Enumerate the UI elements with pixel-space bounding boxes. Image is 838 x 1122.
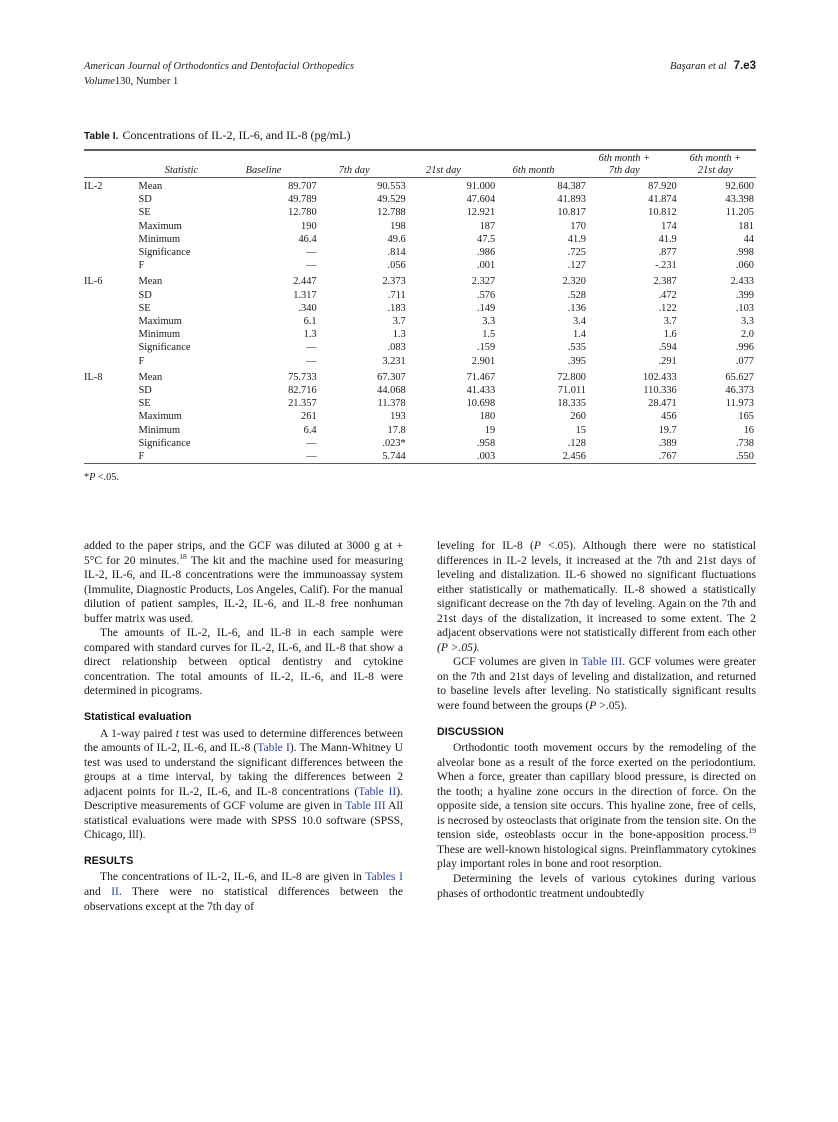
row-statistic-label: SD — [138, 385, 152, 397]
table-row — [84, 384, 756, 397]
table-cell-value: 12.788 — [377, 207, 406, 219]
row-group-spacer — [84, 384, 139, 397]
table-cell-value: 170 — [570, 220, 586, 232]
table-cell-value: 17.8 — [387, 424, 406, 436]
table-cell-value: 82.716 — [288, 385, 317, 397]
row-group-spacer — [84, 328, 139, 341]
row-group-spacer — [84, 289, 139, 302]
table-cell-value: 72.800 — [557, 371, 586, 383]
table-cell-value: 75.733 — [288, 371, 317, 383]
paragraph — [437, 655, 756, 713]
para-text: leveling for IL-8 ( — [437, 539, 534, 552]
row-group-spacer — [84, 206, 139, 219]
table-cell-value: 3.7 — [663, 316, 677, 328]
table-cell-value: 198 — [390, 220, 406, 232]
table-cell-value: 44 — [743, 233, 754, 245]
table-cell-value: .535 — [567, 342, 586, 354]
table-cell-value: 46.4 — [298, 233, 317, 245]
table-row — [84, 397, 756, 410]
row-statistic-label: SD — [138, 289, 152, 301]
running-head-authors-page — [670, 60, 756, 74]
row-group-spacer — [84, 355, 139, 368]
table-cell-value: 1.5 — [482, 329, 496, 341]
table-cell-value: 12.780 — [288, 207, 317, 219]
table-cell-value: .159 — [477, 342, 496, 354]
table-row — [84, 220, 756, 233]
table-cell-value: 18.335 — [557, 398, 586, 410]
table-cell-value: 1.3 — [392, 329, 406, 341]
table-foot — [84, 464, 756, 467]
para-text: The concentrations of IL-2, IL-6, and IL-8 are given in — [100, 870, 366, 884]
table-cell-value: .136 — [567, 302, 586, 314]
row-group-spacer — [84, 302, 139, 315]
para-text: All statistical evaluations were made with SPSS 10.0 software (SPSS, Chicago, Ill). — [84, 799, 403, 842]
page-number: 7.e3 — [733, 60, 756, 72]
table-row — [84, 315, 756, 328]
journal-title: American Journal of Orthodontics and Dentofacial Orthopedics — [84, 61, 355, 72]
row-statistic-label: Minimum — [138, 424, 181, 436]
table-cell-value: 16 — [743, 424, 754, 436]
table-cell-value: 11.378 — [377, 398, 406, 410]
paragraph-continued — [437, 539, 756, 655]
para-text: >.05). — [596, 699, 628, 713]
row-group-label: IL-8 — [84, 371, 103, 383]
para-text: ). Descriptive measurements of GCF volume are given in — [84, 784, 403, 813]
table-cell-value: .998 — [735, 247, 754, 259]
row-statistic-label: Mean — [138, 276, 163, 288]
table-footnote — [84, 471, 756, 484]
table-row — [84, 341, 756, 354]
para-text: Determining the levels of various cytokines during various phases of orthodontic treatment undoubtedly — [437, 872, 756, 900]
table-cell-value: -.231 — [655, 260, 677, 272]
header-cell-group — [84, 153, 139, 178]
para-text: . There were no statistical differences between the observations except at the 7th day of — [84, 885, 403, 913]
table-cell-value: 41.874 — [648, 194, 677, 206]
paragraph — [84, 626, 403, 699]
table-cell-value: .711 — [387, 289, 406, 301]
row-group-spacer — [84, 220, 139, 233]
table-cell-value: .550 — [735, 451, 754, 463]
table-cell-value: .149 — [477, 302, 496, 314]
table-cell-value: 102.433 — [642, 371, 677, 383]
row-statistic-label: F — [138, 355, 145, 367]
row-group-spacer — [84, 437, 139, 450]
table-title: Concentrations of IL-2, IL-6, and IL-8 (pg/mL) — [122, 128, 351, 142]
table-cell-value: 65.627 — [725, 371, 754, 383]
table-iii-link[interactable]: Table III — [581, 655, 623, 669]
table-cell-value: 6.1 — [303, 316, 317, 328]
row-group-spacer — [84, 397, 139, 410]
table-cell-value: .056 — [387, 260, 406, 272]
row-statistic-label: Maximum — [138, 220, 182, 232]
table-cell-value: .528 — [567, 289, 586, 301]
table-row — [84, 180, 756, 193]
table-cell-value: 44.068 — [377, 385, 406, 397]
row-statistic-label: SE — [138, 302, 151, 314]
tables-i-link[interactable]: Tables I — [365, 870, 403, 884]
row-group-spacer — [84, 410, 139, 423]
table-cell-value: .594 — [658, 342, 677, 354]
table-cell-value: 15 — [575, 424, 586, 436]
author-citation: Başaran et al — [670, 61, 727, 72]
footnote-p-symbol: P — [89, 472, 96, 484]
running-head — [84, 60, 756, 88]
table-cell-value: .077 — [735, 355, 754, 367]
table-cell-value: 2.373 — [382, 276, 406, 288]
table-cell-value: 47.5 — [477, 233, 496, 245]
row-statistic-label: Maximum — [138, 316, 182, 328]
table-cell-value: .877 — [658, 247, 677, 259]
table-cell-value: 41.433 — [466, 385, 496, 397]
table-cell-value: 67.307 — [377, 371, 406, 383]
table-cell-value: 456 — [661, 411, 677, 423]
italic-t: t — [175, 726, 179, 740]
paragraph — [437, 872, 756, 901]
table-cell-value: .399 — [735, 289, 754, 301]
table-cell-value: .996 — [735, 342, 754, 354]
table-body — [84, 180, 756, 464]
table-row — [84, 410, 756, 423]
table-cell-value: 87.920 — [648, 181, 677, 192]
table-cell-value: 190 — [301, 220, 317, 232]
table-container — [84, 128, 756, 484]
table-cell-value: .127 — [567, 260, 586, 272]
table-cell-value: 187 — [479, 220, 496, 232]
table-cell-value: 11.205 — [725, 207, 754, 219]
table-cell-value: 1.317 — [293, 289, 317, 301]
table-row — [84, 233, 756, 246]
row-statistic-label: Significance — [138, 437, 191, 449]
table-row — [84, 193, 756, 206]
journal-volume-line — [84, 75, 756, 89]
table-cell-value: .060 — [735, 260, 754, 272]
table-cell-value: 49.789 — [288, 194, 317, 206]
table-row — [84, 272, 756, 288]
table-cell-value: .003 — [477, 451, 496, 463]
table-row — [84, 368, 756, 384]
citation-ref-18: 18 — [179, 551, 187, 561]
paragraph-continued — [84, 539, 403, 626]
italic-p: P — [589, 699, 597, 713]
row-group-spacer — [84, 259, 139, 272]
para-text: ). The Mann-Whitney U test was used to understand the significant differences between the groups at a time interval, by taking the differences between 2 adjacent points for IL-2, IL-6, and IL-8 concentrations ( — [84, 741, 403, 798]
italic-p: P — [533, 539, 541, 552]
table-cell-value: 90.553 — [377, 181, 406, 192]
para-text: These are well-known histological signs. Preinflammatory cytokines play important roles in bone and root resorption. — [437, 842, 756, 871]
header-cell-6th-month-7th-day — [586, 153, 677, 178]
table-cell-value: .291 — [658, 355, 677, 367]
italic-p-value: (P >.05). — [437, 640, 480, 654]
table-cell-value: 12.921 — [466, 207, 496, 219]
table-cell-value: .122 — [658, 302, 677, 314]
table-cell-value: — — [306, 451, 317, 463]
header-line-2: 7th day — [608, 165, 640, 176]
table-cell-value: 2.456 — [562, 451, 586, 463]
para-text: The kit and the machine used for measuring IL-2, IL-6, and IL-8 concentrations were the immunoassay system (Immulite, Diagnostic Products, Los Angeles, Calif). For the manual dilution of patient samples, IL-2, IL-6, and IL-8 free nonhuman buffer matrix was used. — [84, 553, 403, 625]
para-text: A 1-way paired — [100, 726, 176, 740]
table-cell-value: .814 — [387, 247, 406, 259]
table-cell-value: .576 — [477, 289, 496, 301]
table-cell-value: 165 — [738, 411, 754, 423]
table-head — [84, 150, 756, 180]
table-cell-value: 41.9 — [567, 233, 586, 245]
table-cell-value: .986 — [477, 247, 496, 259]
table-cell-value: .389 — [658, 437, 677, 449]
table-rule-bottom — [84, 464, 756, 467]
table-cell-value: 193 — [390, 411, 406, 423]
table-cell-value: 10.817 — [557, 207, 586, 219]
table-header-row — [84, 153, 756, 178]
right-column — [437, 539, 756, 901]
table-cell-value: 47.604 — [466, 194, 496, 206]
table-cell-value: .023* — [382, 437, 406, 449]
header-cell-7th-day: 7th day — [338, 165, 370, 176]
table-cell-value: 10.698 — [466, 398, 496, 410]
heading-statistical-evaluation: Statistical evaluation — [84, 711, 192, 724]
table-cell-value: 2.327 — [471, 276, 496, 288]
row-statistic-label: F — [138, 451, 145, 463]
table-cell-value: .472 — [658, 289, 677, 301]
table-caption — [84, 128, 756, 144]
volume-label: Volume — [84, 75, 115, 87]
table-cell-value: 2.447 — [293, 276, 317, 288]
table-cell-value: 2.433 — [730, 276, 754, 288]
row-statistic-label: Maximum — [138, 411, 182, 423]
table-cell-value: 41.9 — [658, 233, 677, 245]
table-cell-value: 49.529 — [377, 194, 406, 206]
table-cell-value: 1.3 — [303, 329, 317, 341]
header-cell-6th-month: 6th month — [512, 165, 555, 176]
para-text: added to the paper strips, and the GCF was diluted at 3000 g at + 5°C for 20 minutes. — [84, 539, 403, 567]
table-cell-value: 174 — [661, 220, 677, 232]
table-cell-value: 41.893 — [557, 194, 586, 206]
table-row — [84, 302, 756, 315]
table-cell-value: 180 — [479, 411, 496, 423]
para-text: Orthodontic tooth movement occurs by the remodeling of the alveolar bone as a result of the force exerted on the periodontium. When a force, greater than capillary blood pressure, is directed on the tooth; a hyaline zone occurs in the direction of force. On the opposite side, a tension site occurs. This hyaline zone, free of cells, is necrosed by osteoclasts that originate from the tension site. On the tension side, osteoblasts occur in the bone-apposition process. — [437, 741, 756, 842]
table-row — [84, 328, 756, 341]
table-cell-value: .725 — [567, 247, 586, 259]
header-line-1: 6th month + — [598, 153, 651, 164]
table-cell-value: .738 — [735, 437, 754, 449]
table-row — [84, 246, 756, 259]
table-cell-value: 3.3 — [741, 316, 754, 328]
table-row — [84, 424, 756, 437]
table-cell-value: 2.0 — [741, 329, 754, 341]
para-text: and — [84, 885, 112, 899]
table-cell-value: 49.6 — [387, 233, 406, 245]
row-statistic-label: SD — [138, 194, 152, 206]
table-cell-value: 181 — [738, 220, 754, 232]
table-cell-value: — — [306, 437, 317, 449]
table-cell-value: 89.707 — [288, 181, 317, 192]
volume-number: 130, Number 1 — [114, 75, 179, 87]
row-statistic-label: SE — [138, 398, 151, 410]
footnote-star: * — [84, 472, 90, 484]
table-cell-value: .395 — [567, 355, 586, 367]
table-cell-value: 110.336 — [643, 385, 677, 397]
row-group-spacer — [84, 193, 139, 206]
table-row — [84, 206, 756, 219]
row-group-spacer — [84, 450, 139, 464]
table-cell-value: 28.471 — [648, 398, 677, 410]
row-statistic-label: Significance — [138, 247, 191, 259]
table-row — [84, 289, 756, 302]
row-group-spacer — [84, 315, 139, 328]
table-cell-value: 2.901 — [471, 355, 496, 367]
heading-results: RESULTS — [84, 854, 134, 867]
para-text: . GCF volumes were greater on the 7th and 21st days of leveling and distalization, and returned to baseline levels after leveling. No statistically significant results were found between the groups ( — [437, 655, 756, 713]
table-cell-value: .183 — [387, 302, 406, 314]
row-group-label: IL-2 — [84, 181, 103, 192]
table-i-link[interactable]: Table I — [257, 741, 290, 755]
para-text: test was used to determine differences between the amounts of IL-2, IL-6, and IL-8 ( — [84, 726, 403, 755]
table-cell-value: — — [306, 260, 317, 272]
table-cell-value: 3.4 — [572, 316, 586, 328]
row-group-label: IL-6 — [84, 276, 103, 288]
table-cell-value: 84.387 — [557, 181, 586, 192]
table-cell-value: 19.7 — [658, 424, 677, 436]
table-cell-value: .103 — [735, 302, 754, 314]
table-label: Table I. — [84, 131, 119, 142]
table-cell-value: 261 — [301, 411, 317, 423]
table-cell-value: 92.600 — [725, 181, 754, 192]
table-cell-value: 5.744 — [382, 451, 406, 463]
table-cell-value: .767 — [658, 451, 677, 463]
citation-ref-19: 19 — [748, 826, 756, 836]
table-cell-value: 71.011 — [557, 385, 586, 397]
table-cell-value: .340 — [298, 302, 317, 314]
table-cell-value: 10.812 — [648, 207, 677, 219]
table-cell-value: — — [306, 355, 317, 367]
header-cell-6th-month-21st-day — [677, 153, 756, 178]
table-cell-value: 6.4 — [303, 424, 317, 436]
table-cell-value: .001 — [477, 260, 496, 272]
header-line-1: 6th month + — [689, 153, 742, 164]
table-row — [84, 355, 756, 368]
table-cell-value: .128 — [567, 437, 586, 449]
row-group-spacer — [84, 233, 139, 246]
table-cell-value: 11.973 — [725, 398, 754, 410]
table-cell-value: 21.357 — [288, 398, 317, 410]
table-ii-link[interactable]: Table II — [358, 784, 397, 798]
heading-discussion: DISCUSSION — [437, 725, 504, 738]
table-row — [84, 450, 756, 464]
header-cell-21st-day: 21st day — [426, 165, 461, 176]
left-column — [84, 539, 403, 914]
row-group-spacer — [84, 341, 139, 354]
para-text: GCF volumes are given in — [453, 655, 582, 669]
row-statistic-label: Minimum — [138, 329, 181, 341]
para-text: The amounts of IL-2, IL-6, and IL-8 in each sample were compared with standard curves for IL-2, IL-6, and IL-8 that show a direct relationship between optical dentistry and cytokine concentration. The total amounts of IL-2, IL-6, and IL-8 were determined in picograms. — [84, 626, 403, 698]
table-cell-value: 3.7 — [392, 316, 406, 328]
table-cell-value: 46.373 — [725, 385, 754, 397]
row-statistic-label: Minimum — [138, 233, 181, 245]
paragraph — [437, 741, 756, 872]
table-row — [84, 259, 756, 272]
row-statistic-label: Significance — [138, 342, 191, 354]
row-group-spacer — [84, 424, 139, 437]
data-table — [84, 149, 756, 466]
header-cell-baseline: Baseline — [245, 165, 282, 176]
table-cell-value: 19 — [484, 424, 496, 436]
table-cell-value: .958 — [477, 437, 496, 449]
table-cell-value: .083 — [387, 342, 406, 354]
row-statistic-label: Mean — [138, 181, 163, 192]
header-line-2: 21st day — [697, 165, 733, 176]
table-cell-value: 260 — [570, 411, 586, 423]
header-cell-statistic: Statistic — [164, 165, 199, 176]
table-cell-value: — — [306, 247, 317, 259]
table-ii-link[interactable]: II — [111, 885, 119, 899]
table-cell-value: 91.000 — [466, 181, 496, 192]
table-cell-value: 2.387 — [653, 276, 677, 288]
paragraph — [84, 870, 403, 914]
body-columns — [84, 539, 756, 1079]
para-text: <.05). Although there were no statistical differences in IL-2 levels, it increased at the 7th and 21st days of leveling and distalization. IL-6 showed no significant fluctuations either statistically or mathematically. IL-8 showed a statistically significant decrease on the 7th day of leveling. Again on the 7th and 21st days of the distalization, it increased to some extent. The 2 adjacent observations were not statistically different from each other — [437, 539, 756, 640]
footnote-text: <.05. — [95, 472, 119, 484]
table-cell-value: — — [306, 342, 317, 354]
table-cell-value: 43.398 — [725, 194, 754, 206]
table-cell-value: 2.320 — [562, 276, 586, 288]
row-statistic-label: SE — [138, 207, 151, 219]
table-cell-value: 1.6 — [663, 329, 677, 341]
table-cell-value: 71.467 — [466, 371, 496, 383]
paragraph — [84, 727, 403, 843]
table-cell-value: 3.3 — [482, 316, 496, 328]
row-statistic-label: Mean — [138, 371, 163, 383]
table-cell-value: 1.4 — [572, 329, 586, 341]
table-row — [84, 437, 756, 450]
row-group-spacer — [84, 246, 139, 259]
row-statistic-label: F — [138, 260, 145, 272]
table-cell-value: 3.231 — [382, 355, 406, 367]
table-iii-link[interactable]: Table III — [345, 799, 386, 813]
